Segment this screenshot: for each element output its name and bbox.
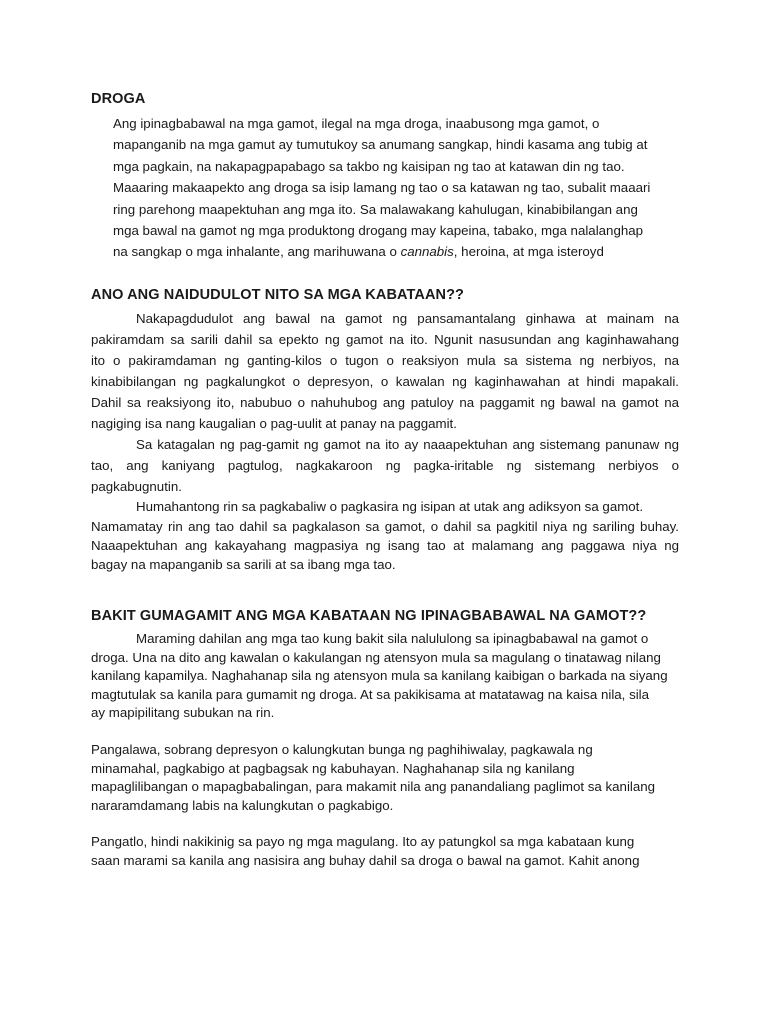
text-line: Ang ipinagbabawal na mga gamot, ilegal na mga droga, inaabusong mga gamot, o	[113, 116, 600, 131]
text-line: Pangatlo, hindi nakikinig sa payo ng mga magulang. Ito ay patungkol sa mga kabataan kung	[91, 834, 635, 850]
text-line: Sa katagalan ng pag-gamit ng gamot na ito ay naaapektuhan ang sistemang panunaw ng	[136, 437, 679, 452]
text-line: pagkabugnutin.	[91, 479, 182, 494]
section-body-bakit	[91, 630, 679, 871]
text-line: magtutulak sa kanila para gumamit ng droga. At sa pakikisama at matatawag na kaisa nila, sila	[91, 686, 650, 702]
text-line: ay mapipilitang subukan na rin.	[91, 705, 275, 721]
text-line: Dahil sa reaksiyong ito, nabubuo o nahuhubog ang patuloy na paggamit ng bawal na gamot na	[91, 395, 679, 410]
text-line: saan marami sa kanila ang nasisira ang buhay dahil sa droga o bawal na gamot. Kahit anong	[91, 852, 640, 868]
text-line: mga pagkain, na nakapagpapabago sa takbo ng kaisipan ng tao at katawan din ng tao.	[113, 158, 625, 174]
text-line: bagay na mapanganib sa sarili at sa ibang mga tao.	[91, 556, 396, 572]
text-line: Naaapektuhan ang kakayahang magpasiya ng isang tao at malamang ang paggawa niya ng	[91, 537, 679, 553]
text-line: Pangalawa, sobrang depresyon o kalungkutan bunga ng paghihiwalay, pagkawala ng	[91, 741, 593, 757]
text-line: kinabibilangan ng pagkalungkot o depresyon, o kawalan ng kaginhawahan at hindi mapakali.	[91, 374, 679, 389]
text-line: minamahal, pagkabigo at pagbagsak ng kabuhayan. Naghahanap sila ng kanilang	[91, 760, 575, 776]
text-line: Namamatay rin ang tao dahil sa pagkalason sa gamot, o dahil sa pagkitil niya ng sariling buhay.	[91, 518, 679, 534]
text-line: tao, ang kaniyang pagtulog, nagkakaroon ng pagka-iritable ng sistemang nerbiyos o	[91, 458, 679, 473]
text-line: ring parehong maapektuhan ang mga ito. Sa malawakang kahulugan, kinabibilangan ang	[113, 201, 638, 217]
text-run: , heroina, at mga isteroyd	[453, 244, 604, 260]
text-line	[91, 241, 679, 262]
section-body-naidudulot	[91, 308, 679, 574]
text-line: droga. Una na dito ang kawalan o kakulangan ng atensyon mula sa magulang o tinatawag nilang	[91, 649, 661, 665]
text-line: Humahantong rin sa pagkabaliw o pagkasira ng isipan at utak ang adiksyon sa gamot.	[136, 499, 644, 514]
section-heading-bakit: BAKIT GUMAGAMIT ANG MGA KABATAAN NG IPINAGBABAWAL NA GAMOT??	[91, 608, 647, 624]
text-line: mapanganib na mga gamut ay tumutukoy sa anumang sangkap, hindi kasama ang tubig at	[113, 137, 648, 153]
text-run: na sangkap o mga inhalante, ang marihuwana o	[113, 244, 401, 260]
section-body-droga	[91, 113, 679, 263]
text-line: Maraming dahilan ang mga tao kung bakit sila nalululong sa ipinagbabawal na gamot o	[136, 631, 649, 646]
section-heading-droga: DROGA	[91, 91, 146, 107]
text-line: nararamdamang labis na kalungkutan o pagkabigo.	[91, 797, 394, 813]
text-line: Nakapagdudulot ang bawal na gamot ng pansamantalang ginhawa at mainam na	[136, 311, 679, 326]
text-line: ito o pakiramdaman ng ganting-kilos o tugon o reaksiyon mula sa sistema ng nerbiyos, na	[91, 353, 679, 368]
section-heading-naidudulot: ANO ANG NAIDUDULOT NITO SA MGA KABATAAN??	[91, 287, 465, 303]
text-line: nagiging isa nang kaugalian o pag-uulit at panay na paggamit.	[91, 416, 457, 431]
text-line: mapaglilibangan o mapagbabalingan, para makamit nila ang panandaliang paglimot sa kanilang	[91, 779, 656, 795]
text-line: pakiramdam sa sarili dahil sa epekto ng gamot na ito. Ngunit nasusundan ang kaginhawahang	[91, 332, 679, 347]
text-line: Maaaring makaapekto ang droga sa isip lamang ng tao o sa katawan ng tao, subalit maaari	[113, 180, 651, 196]
text-line: mga bawal na gamot ng mga produktong drogang may kapeina, tabako, mga nalalanghap	[113, 223, 644, 239]
italic-term: cannabis	[400, 244, 454, 260]
text-line: kanilang kapamilya. Naghahanap sila ng atensyon mula sa kanilang kaibigan o barkada na siyang	[91, 668, 668, 684]
